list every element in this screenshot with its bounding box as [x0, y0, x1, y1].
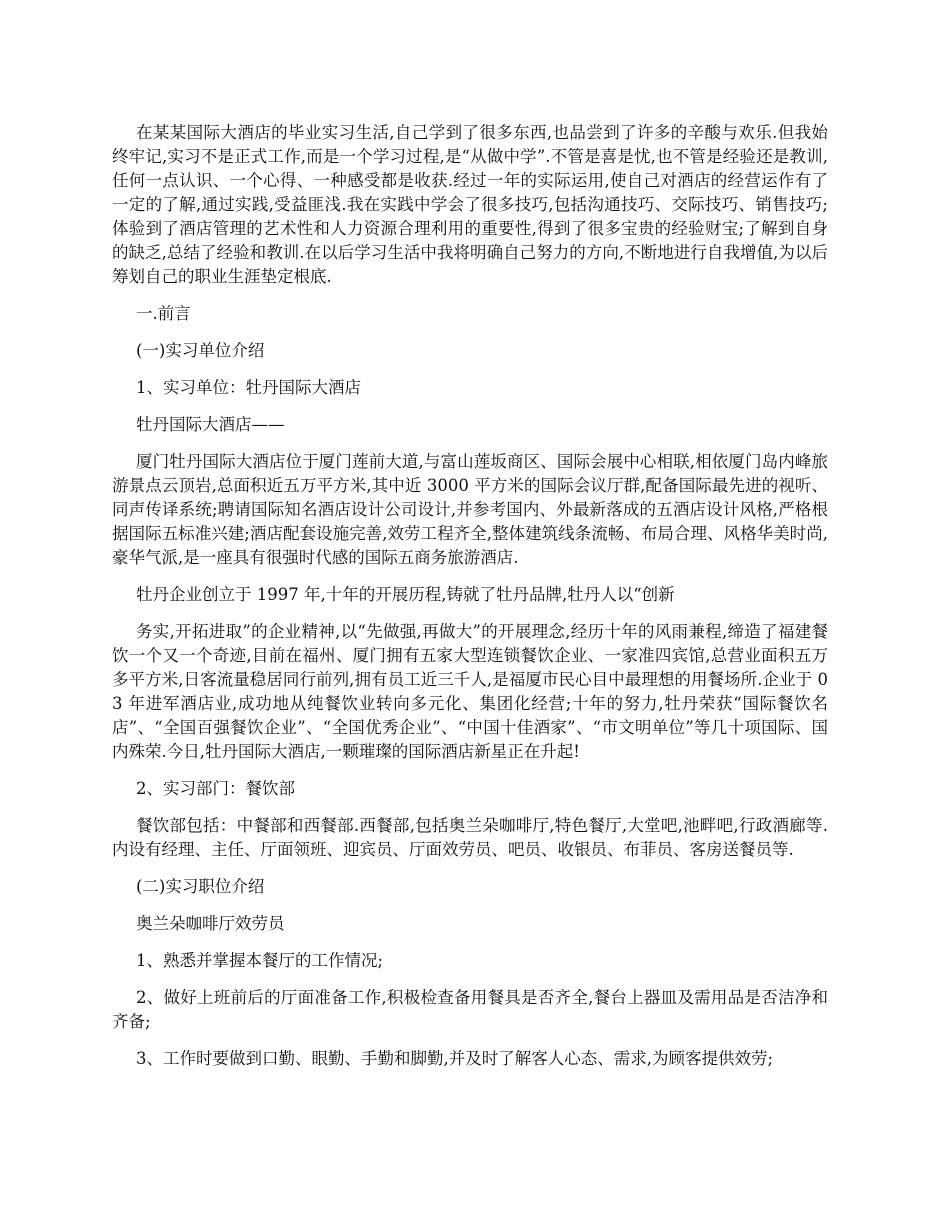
duty-item-3: 3、工作时要做到口勤、眼勤、手勤和脚勤,并及时了解客人心态、需求,为顾客提供效劳; [136, 1049, 774, 1068]
section-heading-preface: 一.前言 [136, 304, 191, 323]
item-internship-unit: 1、实习单位：牡丹国际大酒店 [136, 378, 361, 397]
item-internship-department: 2、实习部门：餐饮部 [136, 779, 295, 798]
hotel-description-paragraph: 厦门牡丹国际大酒店位于厦门莲前大道,与富山莲坂商区、国际会展中心相联,相依厦门岛内峰旅游景点云顶岩,总面积近五万平方米,其中近 3000 平方米的国际会议厅群,配备国际最先进的视听、同声传译系统;聘请国际知名酒店设计公司设计,并参考国内、外最新落成的五酒店设计风格,严格根据国际五标准兴建;酒店配套设施完善,效劳工程齐全,整体建筑线条流畅、布局合理、风格华美时尚,豪华气派,是一座具有很强时代感的国际五商务旅游酒店. [112, 452, 828, 567]
subsection-heading-position-intro: (二)实习职位介绍 [136, 877, 265, 896]
duty-item-2: 2、做好上班前后的厅面准备工作,积极检查备用餐具是否齐全,餐台上器皿及需用品是否洁净和齐备; [112, 988, 828, 1031]
company-founding-line: 牡丹企业创立于 1997 年,十年的开展历程,铸就了牡丹品牌,牡丹人以“创新 [136, 585, 675, 604]
department-description-paragraph: 餐饮部包括：中餐部和西餐部.西餐部,包括奥兰朵咖啡厅,特色餐厅,大堂吧,池畔吧,行政酒廊等.内设有经理、主任、厅面领班、迎宾员、厅面效劳员、吧员、收银员、布菲员、客房送餐员等. [112, 816, 828, 859]
intro-paragraph: 在某某国际大酒店的毕业实习生活,自己学到了很多东西,也品尝到了许多的辛酸与欢乐.但我始终牢记,实习不是正式工作,而是一个学习过程,是“从做中学”.不管是喜是忧,也不管是经验还是教训,任何一点认识、一个心得、一种感受都是收获.经过一年的实际运用,使自己对酒店的经营运作有了一定的了解,通过实践,受益匪浅.我在实践中学会了很多技巧,包括沟通技巧、交际技巧、销售技巧;体验到了酒店管理的艺术性和人力资源合理利用的重要性,得到了很多宝贵的经验财宝;了解到自身的缺乏,总结了经验和教训.在以后学习生活中我将明确自己努力的方向,不断地进行自我增值,为以后筹划自己的职业生涯垫定根底. [112, 123, 828, 286]
company-history-paragraph: 务实,开拓进取”的企业精神,以“先做强,再做大”的开展理念,经历十年的风雨兼程,缔造了福建餐饮一个又一个奇迹,目前在福州、厦门拥有五家大型连锁餐饮企业、一家准四宾馆,总营业面积五万多平方米,日客流量稳居同行前列,拥有员工近三千人,是福厦市民心目中最理想的用餐场所.企业于 03 年进军酒店业,成功地从纯餐饮业转向多元化、集团化经营;十年的努力,牡丹荣获“国际餐饮名店”、“全国百强餐饮企业”、“全国优秀企业”、“中国十佳酒家”、“市文明单位”等几十项国际、国内殊荣.今日,牡丹国际大酒店,一颗璀璨的国际酒店新星正在升起! [112, 622, 828, 761]
subsection-heading-unit-intro: (一)实习单位介绍 [136, 341, 265, 360]
position-title-line: 奥兰朵咖啡厅效劳员 [136, 914, 285, 933]
hotel-name-line: 牡丹国际大酒店—— [136, 415, 285, 434]
duty-item-1: 1、熟悉并掌握本餐厅的工作情况; [136, 951, 384, 970]
document-page [112, 121, 828, 1084]
